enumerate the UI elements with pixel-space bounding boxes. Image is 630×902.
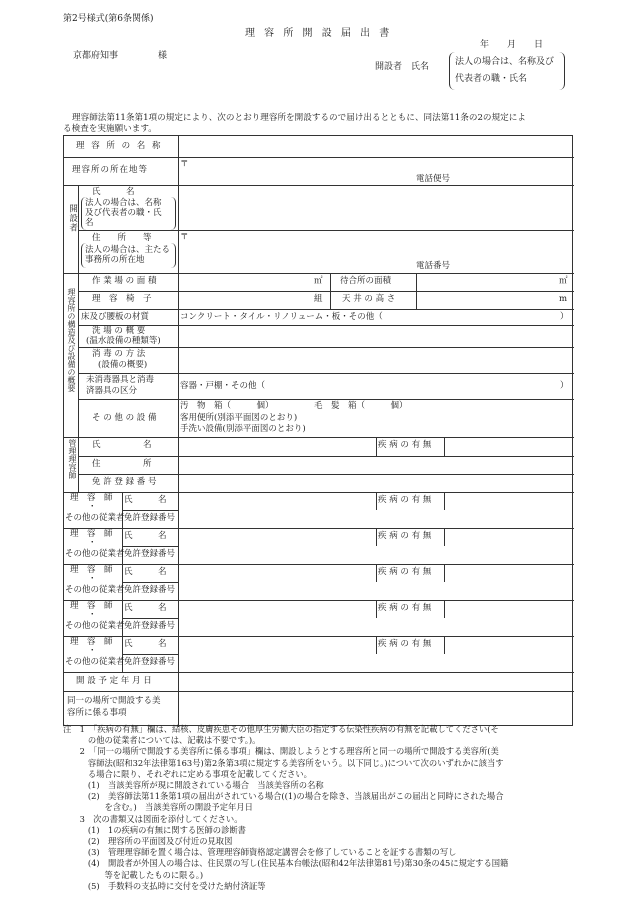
application-form-table — [63, 135, 573, 726]
barber-4-disease-label: 疾 病 の 有 無 — [378, 603, 432, 613]
founder-postal-mark: 〒 — [180, 232, 189, 242]
founder-name-label: 氏 名 — [92, 187, 135, 197]
work-area-label: 作 業 場 の 面 積 — [92, 276, 157, 286]
form-number: 第2号様式(第6条関係) — [63, 14, 154, 24]
shop-postal-mark: 〒 — [180, 159, 189, 169]
shop-location-label: 理容所の所在地等 — [72, 165, 149, 175]
manager-name-label: 氏 名 — [92, 440, 152, 450]
same-place-label-1: 同一の場所で開設する美 — [67, 696, 161, 706]
applicant-note-line2: 代表者の職・氏名 — [455, 74, 528, 84]
opening-date-label: 開 設 予 定 年 月 日 — [76, 676, 152, 686]
structure-group-label: 理容所の構造及び設備の概要 — [67, 288, 76, 392]
other-line-1a: 汚 物 箱（ 個） — [180, 401, 274, 411]
barber-5-sub: その他の従業者 — [65, 657, 125, 667]
founder-name-note-2: 及び代表者の職・氏 — [85, 208, 162, 218]
applicant-note-line1: 法人の場合は、名称及び — [455, 57, 555, 67]
note-line: 2 「同一の場所で開設する美容所に係る事項」欄は、開設しようとする理容所と同一の場所で開設する美容所(美 — [63, 746, 499, 757]
note-line: 3 次の書類又は図面を添付してください。 — [63, 813, 243, 824]
barber-5-license-label: 免許登録番号 — [124, 657, 176, 667]
ceiling-unit: m — [559, 294, 568, 304]
barber-1-dot: ・ — [88, 502, 97, 512]
barber-3-name-label: 氏 名 — [124, 567, 167, 577]
founder-name-note-1: 法人の場合は、名称 — [85, 198, 162, 208]
barber-1-title: 理 容 師 — [70, 493, 113, 503]
founder-phone-label: 電話番号 — [416, 261, 451, 271]
barber-4-dot: ・ — [88, 610, 97, 620]
intro-line-2: る検査を実施願います。 — [63, 124, 157, 134]
chairs-unit: 組 — [314, 294, 323, 304]
barber-3-title: 理 容 師 — [70, 565, 113, 575]
note-line: (3) 管理理容師を置く場合は、管理理容師資格認定講習会を修了していることを証する書類の写し — [63, 847, 457, 858]
document-title: 理 容 所 開 設 届 出 書 — [245, 28, 393, 39]
founder-address-note-2: 事務所の所在地 — [85, 255, 145, 265]
disinfect-label-1: 消 毒 の 方 法 — [92, 349, 146, 359]
barber-4-name-label: 氏 名 — [124, 603, 167, 613]
barber-4-sub: その他の従業者 — [65, 621, 125, 631]
same-place-label-2: 容所に係る事項 — [67, 708, 127, 718]
barber-3-disease-label: 疾 病 の 有 無 — [378, 567, 432, 577]
founder-name-note-3: 名 — [85, 218, 94, 228]
note-line: (4) 開設者が外国人の場合は、住民票の写し(住民基本台帳法(昭和42年法律第81号)第30条の45に規定する国籍 — [63, 858, 509, 869]
work-area-unit: ㎡ — [314, 276, 323, 286]
barber-5-title: 理 容 師 — [70, 637, 113, 647]
founder-address-note-1: 法人の場合は、主たる — [85, 245, 171, 255]
barber-1-name-label: 氏 名 — [124, 495, 167, 505]
waiting-area-unit: ㎡ — [559, 276, 568, 286]
barber-5-dot: ・ — [88, 646, 97, 656]
cabinet-options[interactable]: 容器・戸棚・その他（ — [180, 381, 266, 391]
barber-5-name-label: 氏 名 — [124, 639, 167, 649]
manager-license-label: 免 許 登 録 番 号 — [92, 477, 157, 487]
note-line: 注 1 「疾病の有無」欄は、結核、皮膚疾患その他厚生労働大臣の指定する伝染性疾病の有無を記載してください(そ — [63, 724, 499, 734]
barber-4-license-label: 免許登録番号 — [124, 621, 176, 631]
note-line: を含む。) 当該美容所の開設予定年月日 — [63, 802, 253, 813]
other-line-2: 客用便所(別添平面図のとおり) — [180, 413, 298, 423]
wash-label-1: 洗 場 の 概 要 — [92, 326, 146, 336]
note-line: (1) 当該美容所が現に開設されている場合 当該美容所の名称 — [63, 780, 324, 791]
barber-2-sub: その他の従業者 — [65, 549, 125, 559]
shop-name-label: 理 容 所 の 名 称 — [76, 141, 163, 151]
cabinet-close: ） — [560, 381, 569, 391]
intro-line-1: 理容師法第11条第1項の規定により、次のとおり理容所を開設するので届け出るとともに、同法第11条の2の規定によ — [72, 113, 526, 123]
note-line: る場合に限り、それぞれに定める事項を記載してください。 — [63, 768, 312, 779]
note-line: (5) 手数料の支払時に交付を受けた納付済証等 — [63, 880, 266, 891]
other-line-3: 手洗い設備(別添平面図のとおり) — [180, 424, 306, 434]
addressee: 京都府知事 — [73, 51, 119, 61]
other-equipment-label: そ の 他 の 設 備 — [92, 413, 157, 423]
note-line: 等を記載したものに限る。) — [63, 869, 204, 880]
cabinet-label-1: 未消毒器具と消毒 — [86, 375, 155, 385]
applicant-label: 開設者 氏名 — [375, 62, 430, 72]
chairs-label: 理 容 椅 子 — [92, 294, 152, 304]
barber-3-license-label: 免許登録番号 — [124, 585, 176, 595]
note-line: の他の従業者については、記載は不要です。)。 — [63, 735, 261, 746]
other-line-1b: 毛 髪 箱（ 個） — [314, 401, 408, 411]
founder-address-label: 住 所 等 — [92, 233, 152, 243]
cabinet-label-2: 済器具の区分 — [86, 386, 138, 396]
notes-section — [63, 724, 573, 892]
floor-close: ） — [560, 312, 569, 322]
floor-options[interactable]: コンクリート・タイル・リノリューム・板・その他（ — [180, 312, 383, 322]
barber-3-dot: ・ — [88, 574, 97, 584]
addressee-suffix: 様 — [158, 51, 168, 61]
note-line: (1) 1の疾病の有無に関する医師の診断書 — [63, 824, 246, 835]
barber-2-name-label: 氏 名 — [124, 531, 167, 541]
shop-phone-label: 電話便号 — [416, 174, 451, 184]
founder-group-label: 開設者 — [67, 204, 78, 233]
ceiling-label: 天 井 の 高 さ — [342, 294, 396, 304]
wash-label-2: (温水設備の種類等) — [86, 336, 161, 346]
barber-2-disease-label: 疾 病 の 有 無 — [378, 531, 432, 541]
manager-address-label: 住 所 — [92, 459, 152, 469]
manager-group-label: 管理理容師 — [68, 439, 77, 479]
barber-2-dot: ・ — [88, 538, 97, 548]
barber-3-sub: その他の従業者 — [65, 585, 125, 595]
disinfect-label-2: (設備の概要) — [98, 360, 148, 370]
note-line: 容師法(昭和32年法律第163号)第2条第3項に規定する美容所をいう。以下同じ。)について次のいずれかに該当す — [63, 757, 504, 768]
date-field[interactable]: 年 月 日 — [480, 40, 544, 50]
waiting-area-label: 待合所の面積 — [340, 276, 392, 286]
note-line: (2) 理容所の平面図及び付近の見取図 — [63, 836, 233, 847]
barber-2-license-label: 免許登録番号 — [124, 549, 176, 559]
barber-2-title: 理 容 師 — [70, 529, 113, 539]
note-line: (2) 美容師法第11条第1項の届出がされている場合((1)の場合を除き、当該届出がこの届出と同時にされた場合 — [63, 791, 504, 802]
manager-disease-label: 疾 病 の 有 無 — [378, 440, 432, 450]
barber-1-disease-label: 疾 病 の 有 無 — [378, 495, 432, 505]
barber-1-sub: その他の従業者 — [65, 513, 125, 523]
floor-label: 床及び腰板の材質 — [81, 312, 150, 322]
barber-1-license-label: 免許登録番号 — [124, 513, 176, 523]
barber-5-disease-label: 疾 病 の 有 無 — [378, 639, 432, 649]
barber-4-title: 理 容 師 — [70, 601, 113, 611]
